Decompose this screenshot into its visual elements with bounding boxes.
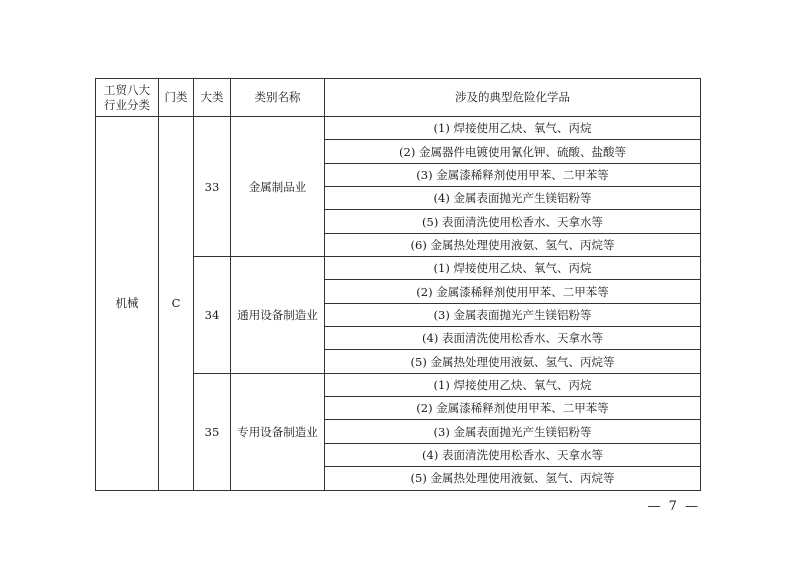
chemical-item-cell: (1) 焊接使用乙炔、氧气、丙烷: [325, 373, 701, 396]
chemical-item-cell: (3) 金属漆稀释剂使用甲苯、二甲苯等: [325, 163, 701, 186]
chemical-item-cell: (5) 表面清洗使用松香水、天拿水等: [325, 210, 701, 233]
major-code-cell: 33: [194, 117, 231, 257]
header-major: 大类: [194, 79, 231, 117]
category-name-cell: 金属制品业: [231, 117, 325, 257]
chemical-item-cell: (4) 表面清洗使用松香水、天拿水等: [325, 327, 701, 350]
major-code-cell: 35: [194, 373, 231, 490]
header-sector: [96, 79, 159, 117]
sector-cell: 机械: [96, 117, 159, 491]
table-body: [96, 117, 701, 491]
chemical-item-cell: (4) 表面清洗使用松香水、天拿水等: [325, 443, 701, 466]
header-chemicals: 涉及的典型危险化学品: [325, 79, 701, 117]
header-door: 门类: [159, 79, 194, 117]
page-number: — 7 —: [647, 499, 700, 514]
chemical-item-cell: (2) 金属器件电镀使用氰化钾、硫酸、盐酸等: [325, 140, 701, 163]
chemical-item-cell: (5) 金属热处理使用液氨、氢气、丙烷等: [325, 350, 701, 373]
chemicals-table: [95, 78, 701, 491]
chemical-item-cell: (1) 焊接使用乙炔、氧气、丙烷: [325, 257, 701, 280]
door-class-cell: C: [159, 117, 194, 491]
major-code-cell: 34: [194, 257, 231, 374]
chemical-item-cell: (3) 金属表面抛光产生镁铝粉等: [325, 420, 701, 443]
chemical-item-cell: (6) 金属热处理使用液氨、氢气、丙烷等: [325, 233, 701, 256]
chemical-item-cell: (2) 金属漆稀释剂使用甲苯、二甲苯等: [325, 397, 701, 420]
category-name-cell: 通用设备制造业: [231, 257, 325, 374]
chemical-item-cell: (1) 焊接使用乙炔、氧气、丙烷: [325, 117, 701, 140]
chemical-item-cell: (2) 金属漆稀释剂使用甲苯、二甲苯等: [325, 280, 701, 303]
header-sector-text: 工贸八大 行业分类: [104, 82, 150, 112]
chemical-item-cell: (3) 金属表面抛光产生镁铝粉等: [325, 303, 701, 326]
chemical-item-cell: (5) 金属热处理使用液氨、氢气、丙烷等: [325, 467, 701, 490]
chemical-item-cell: (4) 金属表面抛光产生镁铝粉等: [325, 187, 701, 210]
category-name-cell: 专用设备制造业: [231, 373, 325, 490]
table-header-row: [96, 79, 701, 117]
header-category-name: 类别名称: [231, 79, 325, 117]
table-row: [96, 117, 701, 140]
